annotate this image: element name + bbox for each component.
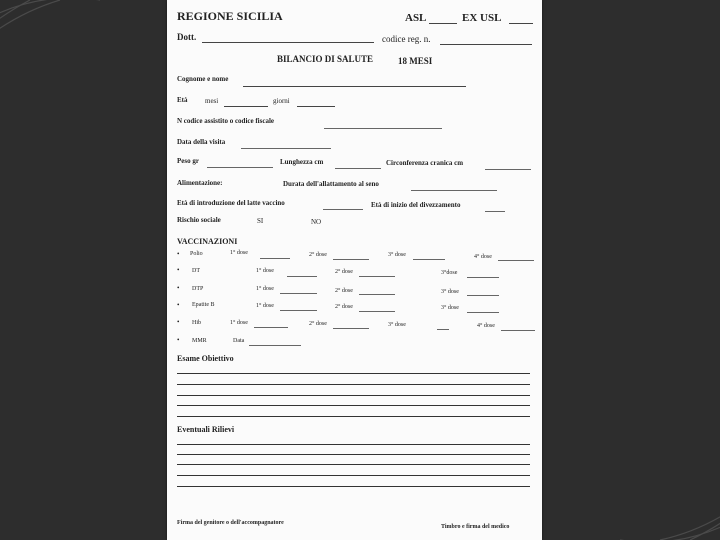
- bullet-icon: •: [177, 336, 180, 344]
- rilievi-title: Eventuali Rilievi: [177, 425, 235, 434]
- dose-line: [413, 259, 445, 260]
- dott-line: [202, 42, 374, 43]
- lunghezza-label: Lunghezza cm: [280, 158, 324, 166]
- dose-line: [501, 330, 535, 331]
- rischio-no: NO: [311, 218, 322, 226]
- timbro-medico-label: Timbro e firma del medico: [441, 524, 510, 530]
- dose-line: [359, 294, 395, 295]
- writing-line: [177, 486, 530, 487]
- dose-label: 2° dose: [309, 252, 327, 258]
- writing-line: [177, 475, 530, 476]
- writing-line: [177, 444, 530, 445]
- writing-line: [177, 454, 530, 455]
- dose-label: 4° dose: [474, 254, 492, 260]
- dose-label: 3° dose: [441, 289, 459, 295]
- dose-line: [280, 293, 317, 294]
- dose-label: 3° dose: [388, 252, 406, 258]
- dose-label: 1° dose: [230, 250, 248, 256]
- vaccine-name: DT: [192, 268, 200, 274]
- dose-line: [437, 329, 449, 330]
- codice-fiscale-line: [324, 128, 442, 129]
- rischio-si: SI: [257, 217, 264, 225]
- dose-line: [467, 295, 499, 296]
- firma-genitore-label: Firma del genitore o dell'accompagnatore: [177, 520, 284, 526]
- dose-line: [260, 258, 290, 259]
- dose-label: Data: [233, 338, 245, 344]
- latte-vaccino-line: [323, 209, 363, 210]
- vaccine-name: Epatite B: [192, 302, 215, 308]
- codice-reg-label: codice reg. n.: [382, 34, 431, 44]
- asl-label: ASL: [405, 12, 427, 24]
- dose-label: 1° dose: [230, 320, 248, 326]
- esame-title: Esame Obiettivo: [177, 354, 234, 363]
- cognome-label: Cognome e nome: [177, 75, 229, 83]
- writing-line: [177, 405, 530, 406]
- writing-line: [177, 373, 530, 374]
- data-visita-line: [241, 148, 331, 149]
- lunghezza-line: [335, 168, 381, 169]
- dose-line: [498, 260, 534, 261]
- divezzamento-label: Età di inizio del divezzamento: [371, 201, 461, 209]
- divezzamento-line: [485, 211, 505, 212]
- writing-line: [177, 416, 530, 417]
- writing-line: [177, 464, 530, 465]
- dose-label: 3° dose: [441, 305, 459, 311]
- mesi-label: mesi: [205, 97, 219, 105]
- codice-reg-line: [440, 44, 532, 45]
- ex-usl-label: EX USL: [462, 12, 502, 24]
- data-visita-label: Data della visita: [177, 138, 226, 146]
- bullet-icon: •: [177, 301, 180, 309]
- dose-line: [359, 276, 395, 277]
- dose-label: 2° dose: [335, 288, 353, 294]
- vaccinazioni-title: VACCINAZIONI: [177, 237, 238, 246]
- dose-label: 2° dose: [335, 269, 353, 275]
- allattamento-label: Durata dell'allattamento al seno: [283, 180, 379, 188]
- rischio-label: Rischio sociale: [177, 216, 221, 224]
- dose-line: [359, 311, 395, 312]
- dott-label: Dott.: [177, 32, 197, 42]
- asl-line: [429, 23, 457, 24]
- peso-label: Peso gr: [177, 157, 199, 165]
- dose-label: 1° dose: [256, 286, 274, 292]
- latte-vaccino-label: Età di introduzione del latte vaccino: [177, 199, 285, 207]
- dose-line: [333, 328, 369, 329]
- dose-label: 3°dose: [441, 270, 458, 276]
- dose-label: 1° dose: [256, 303, 274, 309]
- writing-line: [177, 384, 530, 385]
- giorni-label: giorni: [273, 97, 290, 105]
- peso-line: [207, 167, 273, 168]
- eta-label: Età: [177, 96, 188, 104]
- dose-label: 3° dose: [388, 322, 406, 328]
- allattamento-line: [411, 190, 497, 191]
- dose-label: 2° dose: [335, 304, 353, 310]
- giorni-line: [297, 106, 335, 107]
- bullet-icon: •: [177, 318, 180, 326]
- bullet-icon: •: [177, 266, 180, 274]
- circonferenza-line: [485, 169, 531, 170]
- dose-line: [249, 345, 301, 346]
- bullet-icon: •: [177, 284, 180, 292]
- dose-line: [467, 277, 499, 278]
- vaccine-name: DTP: [192, 286, 204, 292]
- form-period: 18 MESI: [398, 56, 433, 66]
- alimentazione-label: Alimentazione:: [177, 179, 223, 187]
- dose-label: 4° dose: [477, 323, 495, 329]
- dose-line: [287, 276, 317, 277]
- region-title: REGIONE SICILIA: [177, 9, 283, 23]
- dose-line: [280, 310, 317, 311]
- mesi-line: [224, 106, 268, 107]
- bullet-icon: •: [177, 250, 180, 258]
- vaccine-name: Polio: [190, 251, 203, 257]
- form-title: BILANCIO DI SALUTE: [277, 54, 374, 64]
- codice-fiscale-label: N codice assistito o codice fiscale: [177, 117, 275, 125]
- health-form-document: [167, 0, 542, 540]
- dose-label: 2° dose: [309, 321, 327, 327]
- dose-line: [467, 312, 499, 313]
- dose-line: [254, 327, 288, 328]
- dose-label: 1° dose: [256, 268, 274, 274]
- writing-line: [177, 395, 530, 396]
- ex-usl-line: [509, 23, 533, 24]
- cognome-line: [243, 86, 466, 87]
- circonferenza-label: Circonferenza cranica cm: [386, 159, 464, 167]
- vaccine-name: Hib: [192, 320, 201, 326]
- dose-line: [333, 259, 369, 260]
- vaccine-name: MMR: [192, 338, 207, 344]
